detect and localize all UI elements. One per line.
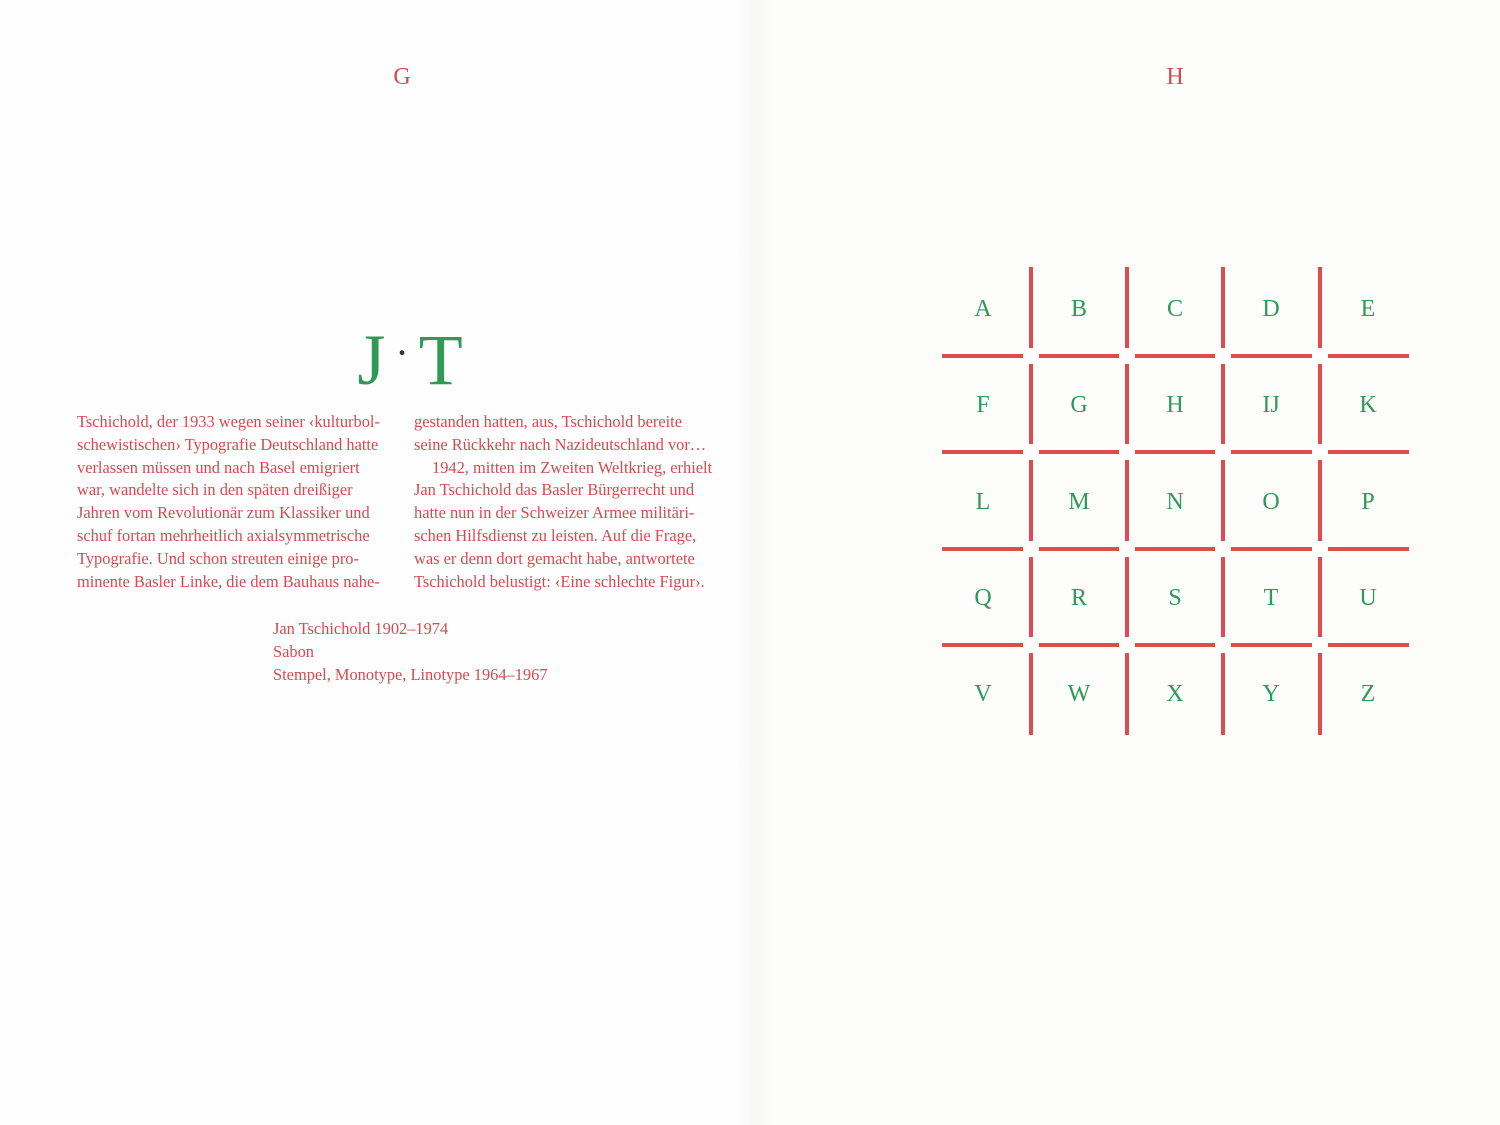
grid-letter-f: F xyxy=(976,392,990,418)
credit-typeface: Sabon xyxy=(273,642,314,661)
grid-letter-v: V xyxy=(974,681,992,707)
grid-letter-h: H xyxy=(1166,392,1184,418)
page-letter-left: G xyxy=(393,64,411,90)
text-line: gestanden hatten, aus, Tschichold bereite xyxy=(414,412,682,431)
grid-letter-w: W xyxy=(1067,681,1091,707)
typeface-credits xyxy=(273,617,593,686)
text-line-indented: 1942, mitten im Zweiten Weltkrieg, erhielt xyxy=(432,457,713,477)
page-letter-right: H xyxy=(1166,64,1184,90)
grid-letter-ij: IJ xyxy=(1262,392,1280,418)
credit-designer: Jan Tschichold 1902–1974 xyxy=(273,619,449,638)
text-line: war, wandelte sich in den späten dreißiger xyxy=(77,480,353,500)
text-line: schewistischen› Typografie Deutschland hatte xyxy=(77,434,379,454)
text-line: Jahren vom Revolutionär zum Klassiker und xyxy=(77,503,370,523)
monogram-second-letter: T xyxy=(418,320,463,400)
right-page xyxy=(750,0,1500,1125)
text-line: was er denn dort gemacht habe, antwortete xyxy=(414,548,695,568)
grid-letter-z: Z xyxy=(1360,681,1376,707)
text-line: Typografie. Und schon streuten einige pro- xyxy=(77,548,359,568)
text-line: seine Rückkehr nach Nazideutschland vor… xyxy=(414,434,707,454)
text-line: Tschichold, der 1933 wegen seiner ‹kulturbol- xyxy=(77,412,380,431)
text-line: verlassen müssen und nach Basel emigriert xyxy=(77,457,360,477)
grid-letter-a: A xyxy=(974,296,992,322)
grid-letter-d: D xyxy=(1262,296,1280,322)
text-line: minente Basler Linke, die dem Bauhaus nahe- xyxy=(77,571,380,591)
grid-letter-m: M xyxy=(1068,489,1090,515)
monogram-first-letter: J xyxy=(357,320,386,400)
monogram-separator: · xyxy=(395,330,409,375)
grid-letter-o: O xyxy=(1262,489,1280,515)
text-line: Tschichold belustigt: ‹Eine schlechte Figur›. xyxy=(414,571,705,591)
grid-letter-r: R xyxy=(1070,585,1088,611)
text-line: hatte nun in der Schweizer Armee militäri- xyxy=(414,503,695,523)
text-column-left xyxy=(77,411,397,593)
text-line: schuf fortan mehrheitlich axialsymmetrische xyxy=(77,525,370,545)
grid-letter-x: X xyxy=(1166,681,1184,707)
grid-letter-n: N xyxy=(1166,489,1184,515)
credit-foundries: Stempel, Monotype, Linotype 1964–1967 xyxy=(273,665,548,684)
text-line: schen Hilfsdienst zu leisten. Auf die Frage, xyxy=(414,525,697,545)
grid-letter-u: U xyxy=(1359,585,1377,611)
book-gutter xyxy=(735,0,775,1125)
grid-letter-t: T xyxy=(1263,585,1279,611)
grid-letter-p: P xyxy=(1361,489,1375,515)
grid-letter-e: E xyxy=(1360,296,1376,322)
grid-letter-b: B xyxy=(1070,296,1088,322)
text-column-right xyxy=(414,411,734,593)
grid-letter-g: G xyxy=(1070,392,1088,418)
grid-letter-q: Q xyxy=(974,585,992,611)
grid-letter-l: L xyxy=(975,489,991,515)
grid-letter-c: C xyxy=(1166,296,1184,322)
grid-letter-k: K xyxy=(1359,392,1377,418)
grid-letter-y: Y xyxy=(1262,681,1280,707)
text-line: Jan Tschichold das Basler Bürgerrecht und xyxy=(414,480,695,500)
alphabet-grid xyxy=(750,0,1500,1125)
grid-letter-s: S xyxy=(1168,585,1182,611)
monogram xyxy=(300,308,520,405)
